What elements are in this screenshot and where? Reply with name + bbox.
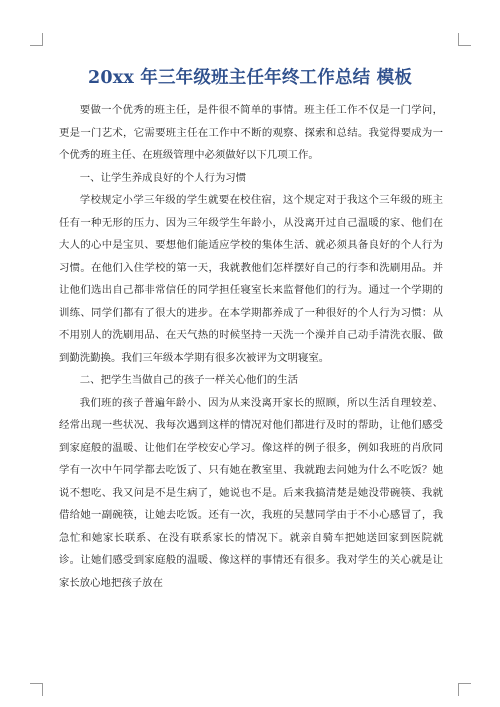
document-body <box>59 99 443 594</box>
intro-paragraph: 要做一个优秀的班主任，是件很不简单的事情。班主任工作不仅是一门学问，更是一门艺术，它需要班主任在工作中不断的观察、探索和总结。我觉得要成为一个优秀的班主任、在班级管理中必须做好以下几项工作。 <box>59 104 443 161</box>
crop-mark-bottom-left <box>30 683 43 696</box>
section-2-paragraph: 我们班的孩子普遍年龄小、因为从来没离开家长的照顾，所以生活自理较差、经常出现一些状况、我每次遇到这样的情况对他们都进行及时的帮助，让他们感受到家庭般的温暖、让他们在学校安心学习。像这样的例子很多，例如我班的肖欣同学有一次中午同学都去吃饭了、只有她在教室里、我就跑去问她为什么不吃饭？她说不想吃、我又问是不是生病了，她说也不是。后来我搞清楚是她没带碗筷、我就借给她一副碗筷，让她去吃饭。还有一次，我班的吴慧同学由于不小心感冒了，我急忙和她家长联系、在没有联系家长的情况下。就亲自骑车把她送回家到医院就诊。让她们感受到家庭般的温暖、像这样的事情还有很多。我对学生的关心就是让家长放心地把孩子放在 <box>59 396 443 589</box>
section-heading-2: 二、把学生当做自己的孩子一样关心他们的生活 <box>79 374 298 386</box>
document-title: 20xx 年三年级班主任年终工作总结 模板 <box>87 68 413 88</box>
crop-mark-top-left <box>30 33 43 46</box>
crop-mark-bottom-right <box>458 683 471 696</box>
section-heading-1: 一、让学生养成良好的个人行为习惯 <box>79 171 247 184</box>
section-1-paragraph: 学校规定小学三年级的学生就要在校住宿，这个规定对于我这个三年级的班主任有一种无形的压力、因为三年级学生年龄小，从没离开过自己温暖的家、他们在大人的心中是宝贝、要想他们能适应学校的集体生活、就必须具备良好的个人行为习惯。在他们入住学校的第一天，我就教他们怎样摆好自己的行李和洗刷用品。并让他们选出自己都非常信任的同学担任寝室长来监督他们的行为。通过一个学期的训练、同学们都有了很大的进步。在本学期都养成了一种很好的个人行为习惯：从不用别人的洗刷用品、在天气热的时候坚持一天洗一个澡并自己动手清洗衣服、做到勤洗勤换。我们三年级本学期有很多次被评为文明寝室。 <box>59 194 443 364</box>
crop-mark-top-right <box>458 33 471 46</box>
